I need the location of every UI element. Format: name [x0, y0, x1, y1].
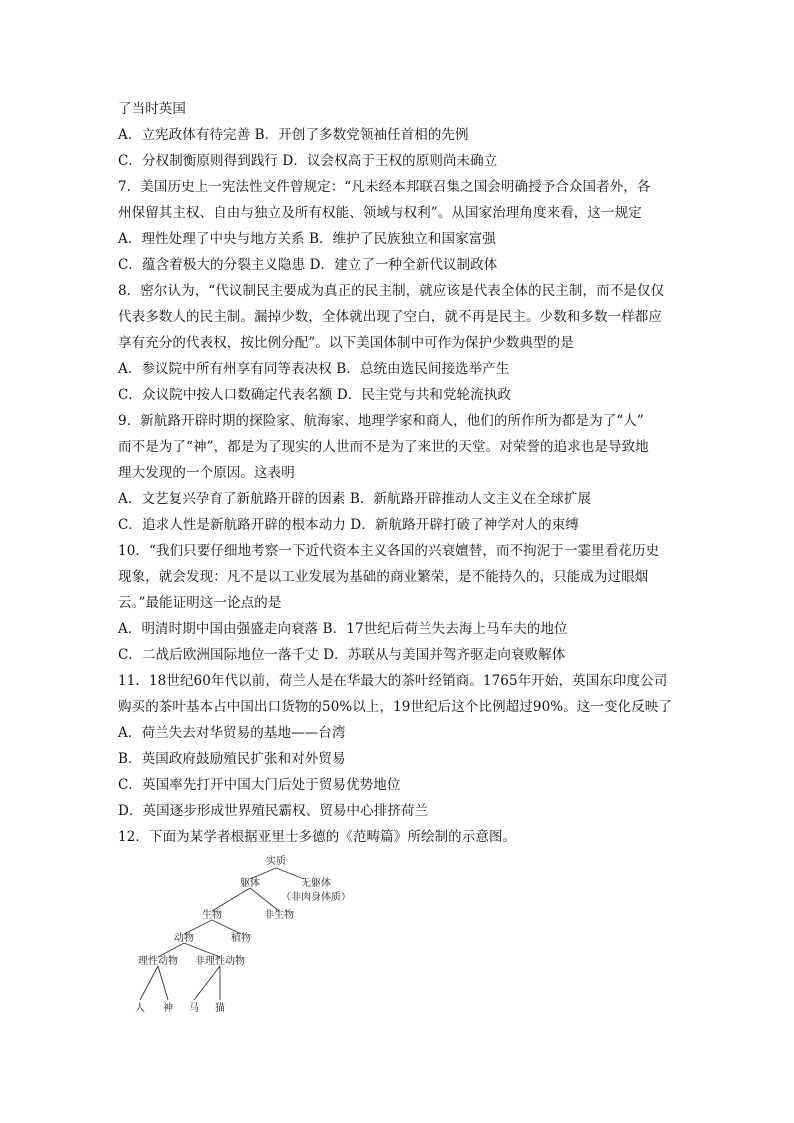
edge	[140, 966, 158, 1000]
category-tree-diagram	[128, 852, 368, 1018]
edge	[250, 888, 279, 911]
text-line: 云。”最能证明这一论点的是	[118, 595, 282, 611]
question-7: 7．美国历史上一宪法性文件曾规定：“凡未经本邦联召集之国会明确授予合众国者外，各	[118, 179, 651, 195]
node-irrational: 非理性动物	[195, 956, 245, 967]
text-line: 享有充分的代表权，按比例分配”。以下美国体制中可作为保护少数典型的是	[118, 335, 574, 351]
question-11: 11．18世纪60年代以前，荷兰人是在华最大的茶叶经销商。1765年开始，英国东印度公司	[118, 673, 668, 689]
text-line: 州保留其主权、自由与独立及所有权能、领域与权利”。从国家治理角度来看，这一规定	[118, 205, 642, 221]
edge	[212, 888, 250, 911]
node-body: 躯体	[240, 878, 260, 889]
option-line: D．英国逐步形成世界殖民霸权、贸易中心排挤荷兰	[118, 803, 429, 819]
option-line: A．文艺复兴孕育了新航路开辟的因素 B．新航路开辟推动人文主义在全球扩展	[118, 491, 592, 507]
text-line: 现象，就会发现：凡不是以工业发展为基础的商业繁荣，是不能持久的，只能成为过眼烟	[118, 569, 649, 585]
node-horse: 马	[189, 1003, 199, 1014]
option-line: B．英国政府鼓励殖民扩张和对外贸易	[118, 751, 346, 767]
question-9: 9．新航路开辟时期的探险家、航海家、地理学家和商人，他们的所作所为都是为了“人”	[118, 413, 644, 429]
node-animal: 动物	[174, 933, 194, 944]
option-line: C．分权制衡原则得到践行 D．议会权高于王权的原则尚未确立	[118, 153, 498, 169]
option-line: A．明清时期中国由强盛走向衰落 B．17世纪后荷兰失去海上马车夫的地位	[118, 621, 568, 637]
node-root: 实质	[266, 856, 286, 867]
node-human: 人	[135, 1003, 145, 1014]
node-cat: 猫	[215, 1003, 225, 1014]
option-line: C．追求人性是新航路开辟的根本动力 D．新航路开辟打破了神学对人的束缚	[118, 517, 579, 533]
edge	[212, 920, 241, 934]
node-plant: 植物	[231, 933, 251, 944]
edge	[158, 966, 168, 1000]
option-line: C．二战后欧洲国际地位一落千丈 D．苏联从与美国并驾齐驱走向衰败解体	[118, 647, 566, 663]
option-line: A．荷兰失去对华贸易的基地——台湾	[118, 725, 346, 741]
node-nobody: 无躯体	[301, 878, 331, 889]
option-line: A．立宪政体有待完善 B．开创了多数党领袖任首相的先例	[118, 127, 469, 143]
text-line: 了当时英国	[118, 101, 186, 117]
node-god: 神	[163, 1003, 173, 1014]
text-line: 代表多数人的民主制。漏掉少数，全体就出现了空白，就不再是民主。少数和多数一样都应	[118, 309, 662, 325]
node-living: 生物	[202, 910, 222, 921]
node-nonliving: 非生物	[264, 910, 294, 921]
option-line: C．众议院中按人口数确定代表名额 D．民主党与共和党轮流执政	[118, 387, 511, 403]
node-nobody-note: （非肉身体质）	[281, 892, 351, 903]
option-line: A．理性处理了中央与地方关系 B．维护了民族独立和国家富强	[118, 231, 496, 247]
edge	[194, 966, 220, 1000]
node-rational: 理性动物	[138, 956, 178, 967]
option-line: A．参议院中所有州享有同等表决权 B．总统由选民间接选举产生	[118, 361, 510, 377]
edge	[276, 868, 304, 879]
document-body	[118, 96, 678, 850]
text-line: 购买的茶叶基本占中国出口货物的50%以上，19世纪后这个比例超过90%。这一变化反映了	[118, 699, 672, 715]
text-line: 而不是为了“神”，都是为了现实的人世而不是为了来世的天堂。对荣誉的追求也是导致地	[118, 439, 649, 455]
question-8: 8．密尔认为，“代议制民主要成为真正的民主制，就应该是代表全体的民主制，而不是仅仅	[118, 283, 665, 299]
question-12: 12．下面为某学者根据亚里士多德的《范畴篇》所绘制的示意图。	[118, 829, 517, 845]
question-10: 10．“我们只要仔细地考察一下近代资本主义各国的兴衰嬗替，而不拘泥于一霎里看花历史	[118, 543, 660, 559]
edge	[184, 943, 220, 957]
option-line: C．英国率先打开中国大门后处于贸易优势地位	[118, 777, 401, 793]
edge	[184, 920, 212, 934]
text-line: 理大发现的一个原因。这表明	[118, 465, 295, 481]
edge	[158, 943, 184, 957]
option-line: C．蕴含着极大的分裂主义隐患 D．建立了一种全新代议制政体	[118, 257, 498, 273]
